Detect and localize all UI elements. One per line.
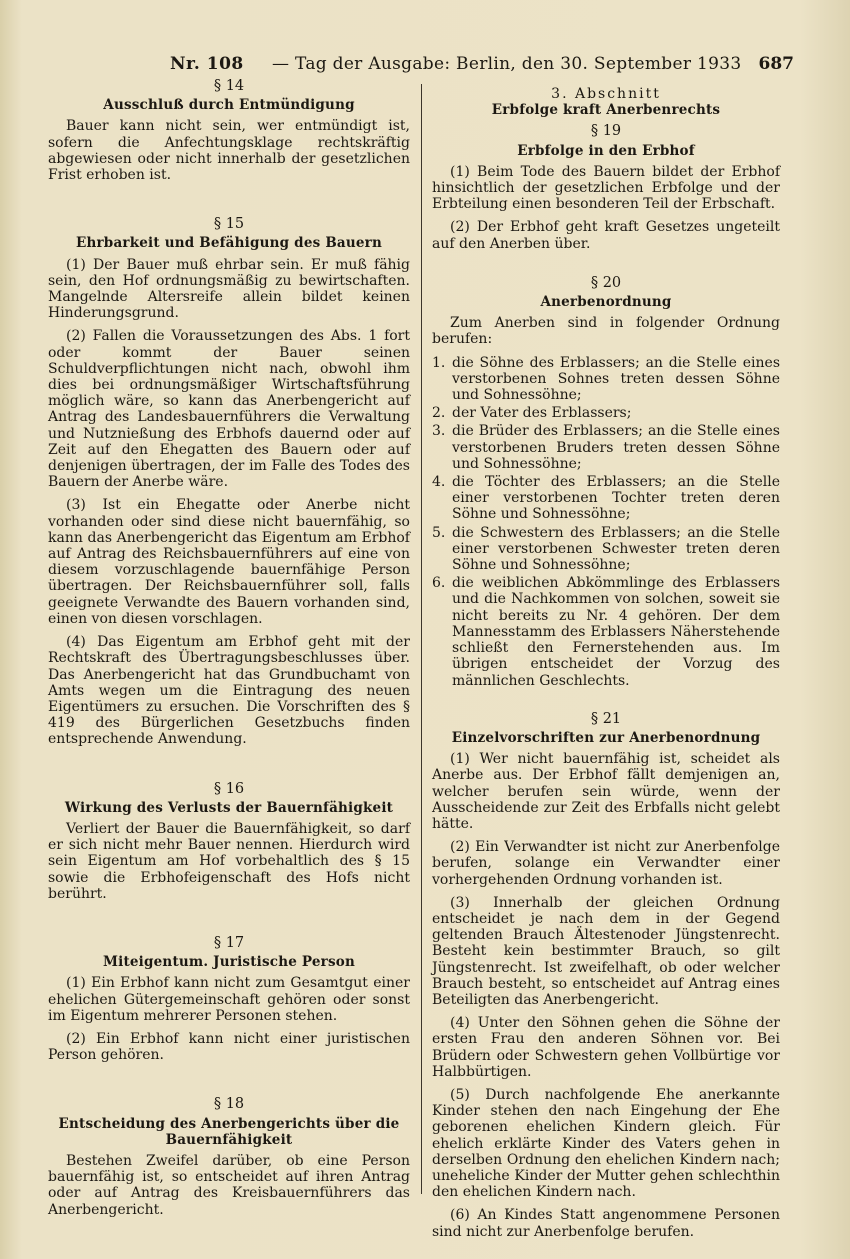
section-number: § 15: [213, 216, 245, 233]
anerben-order-list: [432, 355, 780, 689]
paragraph: (4) Unter den Söhnen gehen die Söhne der ersten Frau den anderen Söhnen vor. Bei Brüdern oder Schwestern gehen Vollbürtige vor Halbbürtigen.: [432, 1015, 780, 1080]
issue-number: Nr. 108: [170, 54, 244, 74]
paragraph: (5) Durch nachfolgende Ehe anerkannte Kinder stehen den nach Eingehung der Ehe geborenen ehelichen Kindern gleich. Für ehelich erklärte Kinder des Vaters gehen in derselben Ordnung den ehelichen Kindern nach; uneheliche Kinder der Mutter gehen schlechthin den ehelichen Kindern nach.: [432, 1086, 780, 1201]
paragraph: Bestehen Zweifel darüber, ob eine Person bauernfähig ist, so entscheidet auf ihren Antrag oder auf Antrag des Kreisbauernführers das Anerbengericht.: [48, 1152, 410, 1218]
page-header: [40, 54, 794, 80]
paragraph: (2) Fallen die Voraussetzungen des Abs. 1 fort oder kommt der Bauer seinen Schuldverpflichtungen nicht nach, obwohl ihm dies bei ordnungsmäßiger Wirtschaftsführung möglich wäre, so kann das Anerbengericht auf Antrag des Landesbauernführers die Verwaltung und Nutznießung des Erbhofs dauernd oder auf Zeit auf den Ehegatten des Bauern oder auf denjenigen übertragen, der im Falle des Todes des Bauern der Anerbe wäre.: [48, 328, 410, 491]
paragraph: (2) Ein Erbhof kann nicht einer juristischen Person gehören.: [48, 1030, 410, 1064]
paragraph: (3) Innerhalb der gleichen Ordnung entscheidet je nach dem in der Gegend geltenden Brauch Ältestenoder Jüngstenrecht. Besteht kein bestimmter Brauch, so gilt Jüngstenrecht. Ist zweifelhaft, ob oder welcher Brauch besteht, so entscheidet auf Antrag eines Beteiligten das Anerbengericht.: [432, 894, 780, 1008]
paragraph: Verliert der Bauer die Bauernfähigkeit, so darf er sich nicht mehr Bauer nennen. Hierdurch wird sein Eigentum am Hof vorbehaltlich des § 15 sowie die Erbhofeigenschaft des Hofs nicht berührt.: [48, 820, 410, 902]
list-item: 6. die weiblichen Abkömmlinge des Erblassers und die Nachkommen von solchen, soweit sie nicht bereits zu Nr. 4 gehören. Der dem Mannesstamm des Erblassers Näherstehende schließt den Fernerstehenden aus. Im übrigen entscheidet der Vorzug des männlichen Geschlechts.: [432, 575, 780, 689]
paragraph: (1) Wer nicht bauernfähig ist, scheidet als Anerbe aus. Der Erbhof fällt demjenigen an, welcher berufen sein würde, wenn der Ausscheidende zur Zeit des Erbfalls nicht gelebt hätte.: [432, 751, 780, 832]
column-divider: [421, 84, 422, 1194]
section-number: § 18: [213, 1096, 245, 1113]
section-title: Wirkung des Verlusts der Bauernfähigkeit: [64, 799, 394, 816]
section-title: Erbfolge in den Erbhof: [517, 142, 695, 159]
section-title: Miteigentum. Juristische Person: [102, 954, 356, 971]
paragraph: (4) Das Eigentum am Erbhof geht mit der Rechtskraft des Übertragungsbeschlusses über. Das Anerbengericht hat das Grundbuchamt von Amts wegen um die Eintragung des neuen Eigentümers zu ersuchen. Die Vorschriften des § 419 des Bürgerlichen Gesetzbuchs finden entsprechende Anwendung.: [48, 634, 410, 748]
paragraph: Zum Anerben sind in folgender Ordnung berufen:: [432, 315, 780, 348]
list-item: 1. die Söhne des Erblassers; an die Stelle eines verstorbenen Sohnes treten dessen Söhne und Sohnessöhne;: [432, 354, 780, 404]
left-column: [48, 78, 410, 1225]
section-title: Einzelvorschriften zur Anerbenordnung: [451, 729, 761, 746]
paragraph: (2) Ein Verwandter ist nicht zur Anerbenfolge berufen, solange ein Verwandter einer vorhergehenden Ordnung vorhanden ist.: [432, 839, 780, 888]
page-number: 687: [758, 54, 794, 74]
paragraph: (1) Der Bauer muß ehrbar sein. Er muß fähig sein, den Hof ordnungsmäßig zu bewirtschaften. Mangelnde Altersreife allein bildet keinen Hinderungsgrund.: [48, 256, 410, 322]
chapter-title: Erbfolge kraft Anerbenrechts: [491, 102, 721, 119]
paragraph: (6) An Kindes Statt angenommene Personen sind nicht zur Anerbenfolge berufen.: [432, 1207, 780, 1240]
section-title: Anerbenordnung: [540, 294, 672, 311]
section-number: § 17: [213, 934, 245, 951]
right-column: [432, 78, 780, 1247]
list-item: 2. der Vater des Erblassers;: [432, 405, 632, 422]
section-number: § 19: [590, 123, 622, 140]
list-item: 3. die Brüder des Erblassers; an die Stelle eines verstorbenen Bruders treten dessen Söhne und Sohnessöhne;: [432, 423, 780, 472]
section-title: Entscheidung des Anerbengerichts über die Bauernfähigkeit: [58, 1115, 400, 1148]
paragraph: (1) Ein Erbhof kann nicht zum Gesamtgut einer ehelichen Gütergemeinschaft gehören oder sonst im Eigentum mehrerer Personen stehen.: [48, 975, 410, 1024]
paragraph: Bauer kann nicht sein, wer entmündigt ist, sofern die Anfechtungsklage rechtskräftig abgewiesen oder nicht innerhalb der gesetzlichen Frist erhoben ist.: [48, 118, 410, 184]
list-item: 4. die Töchter des Erblassers; an die Stelle einer verstorbenen Tochter treten deren Söhne und Sohnessöhne;: [432, 474, 780, 523]
paragraph: (1) Beim Tode des Bauern bildet der Erbhof hinsichtlich der gesetzlichen Erbfolge und der Erbteilung einen besonderen Teil der Erbschaft.: [432, 163, 780, 213]
issue-date: — Tag der Ausgabe: Berlin, den 30. September 1933: [272, 54, 742, 74]
section-number: § 21: [590, 710, 622, 727]
chapter-label: 3. Abschnitt: [551, 86, 661, 102]
section-number: § 20: [590, 274, 622, 291]
list-item: 5. die Schwestern des Erblassers; an die Stelle einer verstorbenen Schwester treten deren Söhne und Sohnessöhne;: [432, 524, 780, 574]
section-number: § 16: [213, 780, 245, 797]
paragraph: (3) Ist ein Ehegatte oder Anerbe nicht vorhanden oder sind diese nicht bauernfähig, so kann das Anerbengericht das Eigentum am Erbhof auf Antrag des Reichsbauernführers auf eine von diesem vorzuschlagende bauernfähige Person übertragen. Der Reichsbauernführer soll, falls geeignete Verwandte des Bauern vorhanden sind, einen von diesen vorschlagen.: [48, 497, 410, 627]
section-title: Ausschluß durch Entmündigung: [103, 97, 355, 114]
section-number: § 14: [213, 78, 245, 94]
section-title: Ehrbarkeit und Befähigung des Bauern: [75, 235, 383, 252]
paragraph: (2) Der Erbhof geht kraft Gesetzes ungeteilt auf den Anerben über.: [432, 219, 780, 252]
